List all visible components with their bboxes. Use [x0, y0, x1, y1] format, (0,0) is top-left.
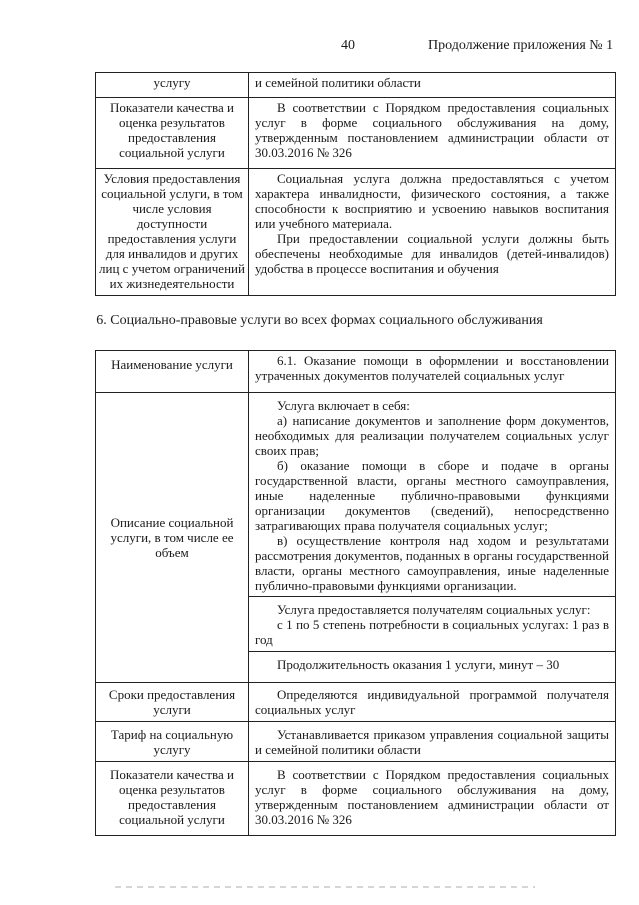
- cell-text: Социальная услуга должна предоставляться с учетом характера инвалидности, физического состояния, а также способности к восприятию и усвоению навыков воспитания или учебного материала.: [255, 171, 609, 231]
- row-label: Наименование услуги: [96, 351, 249, 393]
- table-row: [96, 98, 616, 169]
- row-value: [249, 351, 616, 393]
- table-row: [96, 683, 616, 722]
- table-service: [95, 350, 616, 836]
- row-value: [249, 652, 616, 683]
- page-number: 40: [341, 38, 355, 53]
- table-row: [96, 393, 616, 597]
- cell-text: Услуга предоставляется получателям социальных услуг:: [277, 602, 591, 617]
- cell-text: В соответствии с Порядком предоставления социальных услуг в форме социального обслуживания на дому, утвержденным постановлением администрации области от 30.03.2016 № 326: [255, 767, 609, 827]
- cell-text: Устанавливается приказом управления социальной защиты и семейной политики области: [255, 727, 609, 757]
- row-value: [249, 169, 616, 296]
- cell-text: в) осуществление контроля над ходом и результатами рассмотрения документов, поданных в органы государственной власти, органы местного самоуправления, иные наделенные публично-правовыми функциями организации.: [255, 533, 609, 593]
- table-row: [96, 722, 616, 762]
- section-title: 6. Социально-правовые услуги во всех формах социального обслуживания: [96, 313, 543, 328]
- row-label: Сроки предоставления услуги: [96, 683, 249, 722]
- table-row: [96, 169, 616, 296]
- page-header-title: Продолжение приложения № 1: [428, 38, 614, 53]
- row-value: [249, 98, 616, 169]
- cell-text: с 1 по 5 степень потребности в социальных услугах: 1 раз в год: [255, 617, 609, 647]
- row-label: Тариф на социальную услугу: [96, 722, 249, 762]
- cell-text: Услуга включает в себя:: [277, 398, 410, 413]
- cell-text: и семейной политики области: [255, 75, 421, 90]
- row-value: [249, 73, 616, 98]
- cell-text: а) написание документов и заполнение форм документов, необходимых для реализации получателем социальных услуг своих прав;: [255, 413, 609, 458]
- cell-text: 6.1. Оказание помощи в оформлении и восстановлении утраченных документов получателей социальных услуг: [255, 353, 609, 383]
- row-label: Условия предоставления социальной услуги, в том числе условия доступности предоставления услуги для инвалидов и других лиц с учетом ограничений их жизнедеятельности: [96, 169, 249, 296]
- row-value: [249, 762, 616, 836]
- row-label: Показатели качества и оценка результатов предоставления социальной услуги: [96, 98, 249, 169]
- cell-text: б) оказание помощи в сборе и подаче в органы государственной власти, органы местного самоуправления, иные наделенные публично-правовыми функциями организации документов (сведений), непосредственно затрагивающих права получателя социальных услуг;: [255, 458, 609, 533]
- row-label: Показатели качества и оценка результатов предоставления социальной услуги: [96, 762, 249, 836]
- scan-artifact: [115, 886, 535, 888]
- table-row: [96, 762, 616, 836]
- table-row: [96, 73, 616, 98]
- cell-text: Определяются индивидуальной программой получателя социальных услуг: [255, 687, 609, 717]
- row-value: [249, 597, 616, 652]
- table-continued: [95, 72, 616, 296]
- cell-text: Продолжительность оказания 1 услуги, минут – 30: [277, 657, 560, 672]
- cell-text: В соответствии с Порядком предоставления социальных услуг в форме социального обслуживания на дому, утвержденным постановлением администрации области от 30.03.2016 № 326: [255, 100, 609, 160]
- table-row: [96, 351, 616, 393]
- cell-text: При предоставлении социальной услуги должны быть обеспечены необходимые для инвалидов (детей-инвалидов) удобства в процессе воспитания и обучения: [255, 231, 609, 276]
- row-value: [249, 683, 616, 722]
- row-label: услугу: [96, 73, 249, 98]
- row-value: [249, 393, 616, 597]
- row-value: [249, 722, 616, 762]
- row-label: Описание социальной услуги, в том числе ее объем: [96, 393, 249, 683]
